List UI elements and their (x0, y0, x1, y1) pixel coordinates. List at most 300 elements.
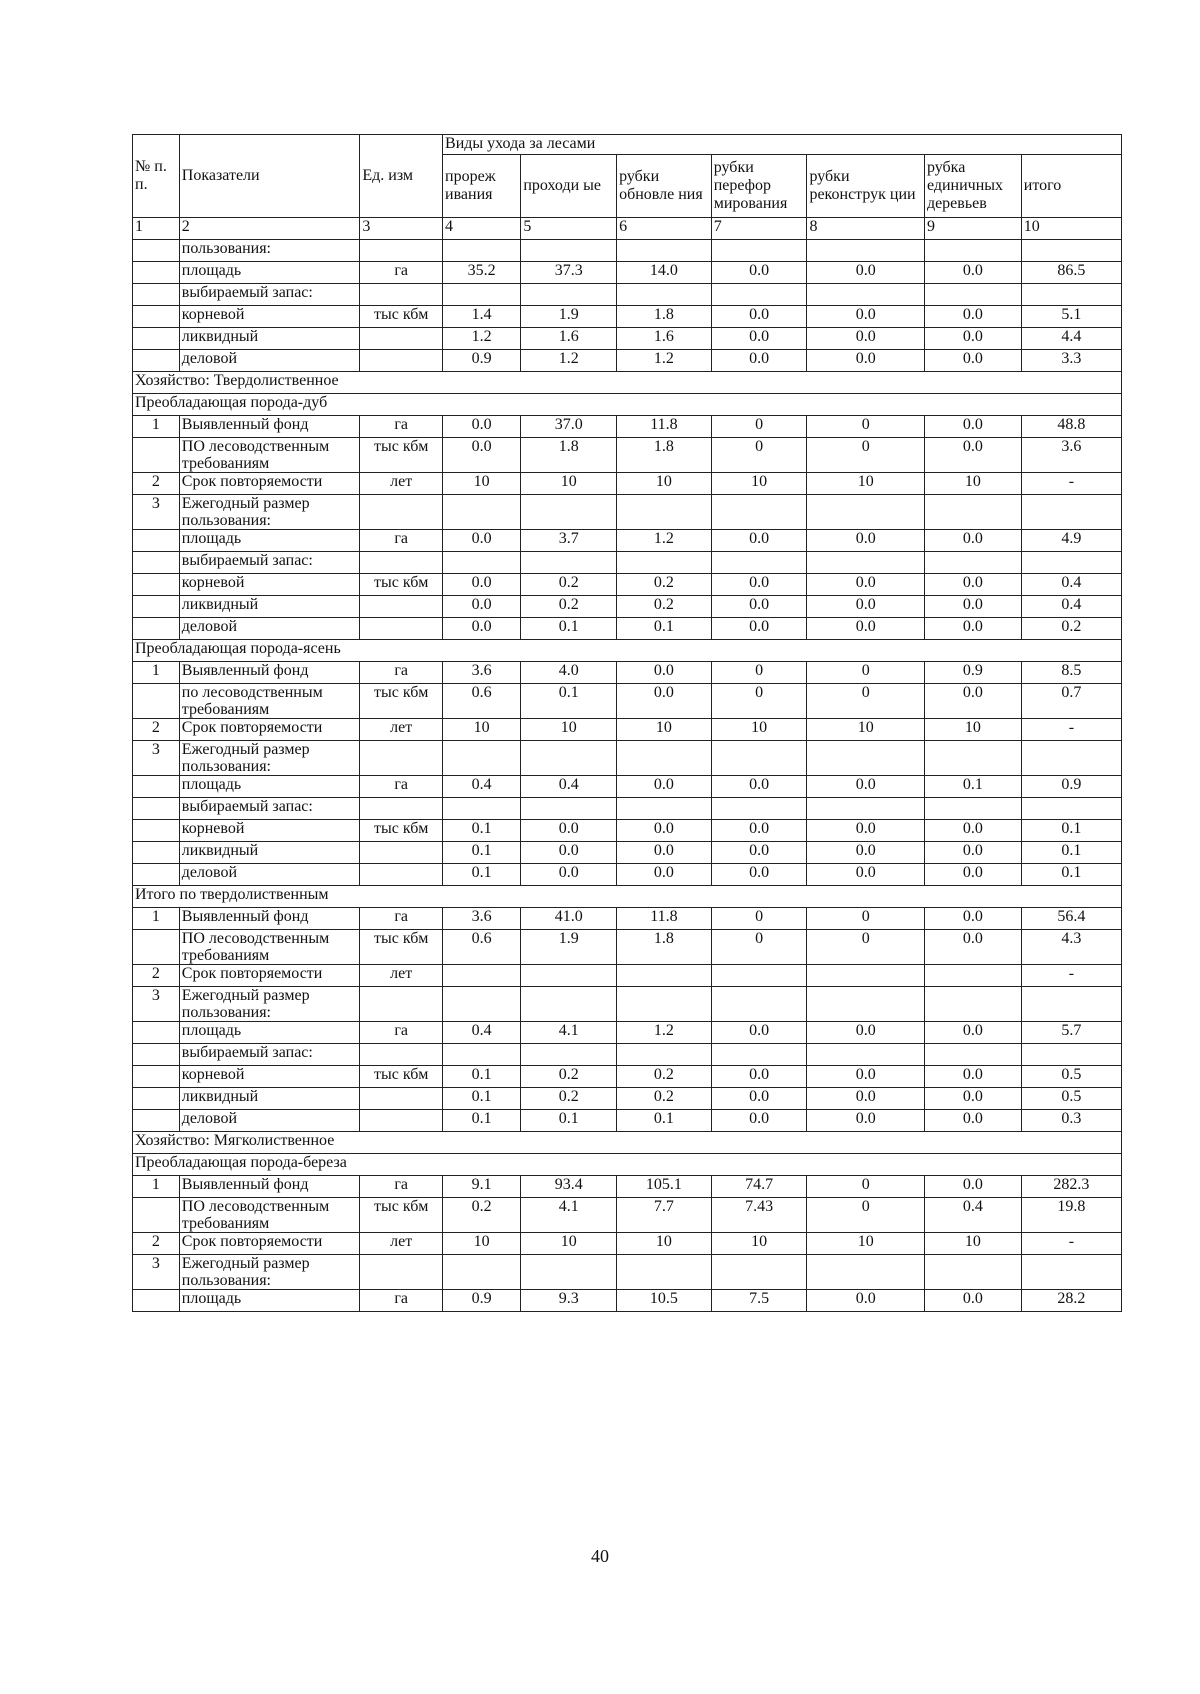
value-cell (443, 741, 521, 776)
row-number: 3 (133, 741, 180, 776)
value-cell: 0.2 (617, 1066, 712, 1088)
value-cell: 0.2 (521, 1066, 617, 1088)
value-cell: 0.2 (1021, 618, 1121, 640)
table-row (133, 1088, 1122, 1110)
row-number (133, 530, 180, 552)
value-cell: - (1021, 1233, 1121, 1255)
table-row (133, 864, 1122, 886)
value-cell: 0.1 (521, 618, 617, 640)
section-row (133, 1154, 1122, 1176)
row-number (133, 1066, 180, 1088)
value-cell: 0.4 (443, 1022, 521, 1044)
table-row (133, 240, 1122, 262)
value-cell: 0.2 (617, 596, 712, 618)
value-cell (807, 798, 924, 820)
value-cell (1021, 1255, 1121, 1290)
row-number: 2 (133, 965, 180, 987)
value-cell (617, 798, 712, 820)
value-cell: 0.0 (924, 1176, 1021, 1198)
row-label: пользования: (179, 240, 360, 262)
table-row (133, 1233, 1122, 1255)
table-row (133, 741, 1122, 776)
page-number: 40 (591, 1546, 609, 1566)
row-label: корневой (179, 306, 360, 328)
value-cell (1021, 987, 1121, 1022)
value-cell (807, 240, 924, 262)
row-unit (360, 596, 443, 618)
column-number: 10 (1021, 218, 1121, 240)
row-label: выбираемый запас: (179, 1044, 360, 1066)
value-cell: 0.0 (807, 1088, 924, 1110)
table-row (133, 1066, 1122, 1088)
value-cell (807, 987, 924, 1022)
row-label: выбираемый запас: (179, 284, 360, 306)
value-cell: 0.0 (711, 574, 807, 596)
value-cell: 0.0 (617, 684, 712, 719)
value-cell: 7.7 (617, 1198, 712, 1233)
row-label: Срок повторяемости (179, 965, 360, 987)
value-cell: 0.1 (443, 842, 521, 864)
value-cell: 0 (807, 930, 924, 965)
value-cell: 3.6 (443, 908, 521, 930)
table-row (133, 930, 1122, 965)
header-indicator: Показатели (179, 135, 360, 218)
row-number (133, 684, 180, 719)
row-unit: тыс кбм (360, 1066, 443, 1088)
value-cell: 0.4 (1021, 596, 1121, 618)
row-unit: тыс кбм (360, 930, 443, 965)
value-cell (711, 495, 807, 530)
value-cell (521, 240, 617, 262)
row-label: ликвидный (179, 1088, 360, 1110)
header-col: рубки перефор мирования (711, 155, 807, 218)
table-row (133, 306, 1122, 328)
value-cell: 1.2 (443, 328, 521, 350)
value-cell: 1.8 (617, 930, 712, 965)
row-unit (360, 1110, 443, 1132)
value-cell (521, 552, 617, 574)
value-cell: 35.2 (443, 262, 521, 284)
value-cell (443, 1255, 521, 1290)
row-number (133, 1198, 180, 1233)
row-number (133, 1022, 180, 1044)
value-cell: 37.3 (521, 262, 617, 284)
value-cell: - (1021, 965, 1121, 987)
section-title: Преобладающая порода-береза (133, 1154, 1122, 1176)
value-cell: 0 (711, 662, 807, 684)
value-cell: 0.0 (807, 618, 924, 640)
value-cell (807, 1255, 924, 1290)
row-number (133, 776, 180, 798)
value-cell: 10 (443, 473, 521, 495)
value-cell: 4.1 (521, 1022, 617, 1044)
value-cell: 0.0 (807, 1022, 924, 1044)
row-unit: га (360, 530, 443, 552)
value-cell: 10.5 (617, 1290, 712, 1312)
value-cell: 0.0 (924, 262, 1021, 284)
value-cell: 0.0 (807, 864, 924, 886)
value-cell: 0.0 (924, 820, 1021, 842)
row-number: 1 (133, 416, 180, 438)
section-row (133, 640, 1122, 662)
value-cell: 0.0 (711, 776, 807, 798)
row-unit: тыс кбм (360, 820, 443, 842)
value-cell: 0.0 (924, 1110, 1021, 1132)
value-cell: 0.4 (924, 1198, 1021, 1233)
value-cell (443, 240, 521, 262)
value-cell (521, 495, 617, 530)
header-unit: Ед. изм (360, 135, 443, 218)
value-cell: 0 (807, 438, 924, 473)
column-number: 7 (711, 218, 807, 240)
row-number (133, 328, 180, 350)
value-cell: 1.9 (521, 930, 617, 965)
value-cell: 0.0 (521, 820, 617, 842)
row-number (133, 552, 180, 574)
value-cell: 1.6 (617, 328, 712, 350)
value-cell: 0.0 (807, 776, 924, 798)
value-cell: 0.1 (443, 1088, 521, 1110)
row-label: деловой (179, 1110, 360, 1132)
value-cell: 0.0 (617, 842, 712, 864)
value-cell: 1.2 (521, 350, 617, 372)
row-unit (360, 495, 443, 530)
value-cell: 0 (807, 1176, 924, 1198)
value-cell: 0.0 (711, 1066, 807, 1088)
row-label: по лесоводственным требованиям (179, 684, 360, 719)
row-number (133, 1044, 180, 1066)
value-cell (711, 552, 807, 574)
row-number (133, 350, 180, 372)
value-cell: 0.0 (924, 908, 1021, 930)
value-cell: 0.0 (617, 864, 712, 886)
value-cell: 4.0 (521, 662, 617, 684)
value-cell (807, 552, 924, 574)
value-cell: 0.0 (807, 574, 924, 596)
table-row (133, 965, 1122, 987)
value-cell (711, 741, 807, 776)
value-cell: 0.1 (617, 1110, 712, 1132)
row-unit: га (360, 1290, 443, 1312)
value-cell: - (1021, 719, 1121, 741)
value-cell (617, 495, 712, 530)
value-cell: 19.8 (1021, 1198, 1121, 1233)
value-cell: 10 (521, 473, 617, 495)
value-cell: 0.9 (924, 662, 1021, 684)
table-row (133, 987, 1122, 1022)
value-cell: 0.4 (443, 776, 521, 798)
row-label: деловой (179, 864, 360, 886)
value-cell (521, 798, 617, 820)
value-cell: 10 (617, 473, 712, 495)
value-cell: 0.0 (807, 306, 924, 328)
row-label: Срок повторяемости (179, 719, 360, 741)
value-cell (521, 741, 617, 776)
value-cell: 0.2 (521, 1088, 617, 1110)
value-cell: 10 (807, 473, 924, 495)
value-cell (924, 1044, 1021, 1066)
table-row (133, 618, 1122, 640)
table-row (133, 1176, 1122, 1198)
value-cell: 1.8 (617, 438, 712, 473)
row-label: ПО лесоводственным требованиям (179, 438, 360, 473)
value-cell: 11.8 (617, 908, 712, 930)
value-cell: 0.1 (924, 776, 1021, 798)
table-row (133, 719, 1122, 741)
row-number: 2 (133, 1233, 180, 1255)
value-cell: 48.8 (1021, 416, 1121, 438)
row-unit: тыс кбм (360, 1198, 443, 1233)
value-cell: 10 (924, 719, 1021, 741)
row-label: площадь (179, 776, 360, 798)
value-cell: 14.0 (617, 262, 712, 284)
table-row (133, 596, 1122, 618)
row-unit (360, 741, 443, 776)
value-cell (1021, 495, 1121, 530)
value-cell: - (1021, 473, 1121, 495)
row-number (133, 306, 180, 328)
value-cell (617, 240, 712, 262)
table-row (133, 350, 1122, 372)
row-number: 2 (133, 719, 180, 741)
row-label: Выявленный фонд (179, 908, 360, 930)
value-cell: 56.4 (1021, 908, 1121, 930)
value-cell (617, 284, 712, 306)
column-number: 9 (924, 218, 1021, 240)
row-unit: лет (360, 719, 443, 741)
table-row (133, 662, 1122, 684)
value-cell: 0.0 (924, 530, 1021, 552)
row-unit (360, 1044, 443, 1066)
value-cell: 0.0 (711, 1088, 807, 1110)
table-row (133, 684, 1122, 719)
value-cell: 10 (924, 473, 1021, 495)
value-cell: 0 (711, 416, 807, 438)
row-label: площадь (179, 262, 360, 284)
value-cell: 0.2 (521, 596, 617, 618)
row-number (133, 240, 180, 262)
row-label: выбираемый запас: (179, 552, 360, 574)
value-cell: 0.0 (711, 596, 807, 618)
value-cell: 0.0 (924, 1088, 1021, 1110)
header-group: Виды ухода за лесами (443, 135, 1122, 155)
value-cell (1021, 798, 1121, 820)
value-cell: 0.0 (711, 1110, 807, 1132)
column-number: 5 (521, 218, 617, 240)
value-cell: 0.0 (807, 350, 924, 372)
row-label: Ежегодный размер пользования: (179, 987, 360, 1022)
value-cell: 10 (617, 719, 712, 741)
row-number (133, 1290, 180, 1312)
value-cell: 0 (711, 930, 807, 965)
row-unit (360, 798, 443, 820)
value-cell: 37.0 (521, 416, 617, 438)
value-cell: 0.4 (521, 776, 617, 798)
value-cell: 10 (711, 1233, 807, 1255)
table-row (133, 776, 1122, 798)
value-cell: 0.0 (443, 416, 521, 438)
row-label: Срок повторяемости (179, 1233, 360, 1255)
table-row (133, 820, 1122, 842)
value-cell (617, 965, 712, 987)
value-cell (924, 741, 1021, 776)
value-cell (924, 1255, 1021, 1290)
value-cell (617, 987, 712, 1022)
value-cell: 0.0 (521, 864, 617, 886)
table-row (133, 495, 1122, 530)
value-cell (924, 798, 1021, 820)
value-cell: 0 (807, 1198, 924, 1233)
value-cell: 0.5 (1021, 1066, 1121, 1088)
value-cell: 4.4 (1021, 328, 1121, 350)
value-cell (1021, 284, 1121, 306)
table-row (133, 416, 1122, 438)
value-cell: 0.0 (924, 842, 1021, 864)
header-col: прореж ивания (443, 155, 521, 218)
row-label: Ежегодный размер пользования: (179, 1255, 360, 1290)
section-row (133, 372, 1122, 394)
value-cell: 10 (807, 719, 924, 741)
value-cell (924, 284, 1021, 306)
value-cell: 0.2 (617, 574, 712, 596)
value-cell: 10 (521, 1233, 617, 1255)
row-unit (360, 350, 443, 372)
row-label: ПО лесоводственным требованиям (179, 1198, 360, 1233)
row-number: 3 (133, 1255, 180, 1290)
row-unit: тыс кбм (360, 306, 443, 328)
value-cell: 10 (443, 719, 521, 741)
value-cell (807, 495, 924, 530)
value-cell: 7.43 (711, 1198, 807, 1233)
value-cell (443, 552, 521, 574)
row-number (133, 262, 180, 284)
row-label: корневой (179, 1066, 360, 1088)
value-cell (711, 987, 807, 1022)
value-cell: 0.1 (1021, 864, 1121, 886)
value-cell: 0.0 (924, 350, 1021, 372)
table-row (133, 1255, 1122, 1290)
value-cell: 41.0 (521, 908, 617, 930)
value-cell (617, 552, 712, 574)
value-cell: 4.3 (1021, 930, 1121, 965)
row-unit (360, 552, 443, 574)
value-cell: 0.2 (617, 1088, 712, 1110)
value-cell (711, 1255, 807, 1290)
header-col: рубки обновле ния (617, 155, 712, 218)
value-cell: 7.5 (711, 1290, 807, 1312)
row-unit (360, 240, 443, 262)
value-cell: 0 (711, 908, 807, 930)
value-cell: 0.0 (807, 1290, 924, 1312)
value-cell (924, 495, 1021, 530)
table-row (133, 908, 1122, 930)
row-label: Ежегодный размер пользования: (179, 741, 360, 776)
value-cell: 0.1 (443, 1110, 521, 1132)
value-cell: 4.9 (1021, 530, 1121, 552)
value-cell (807, 1044, 924, 1066)
table-row (133, 1290, 1122, 1312)
value-cell (521, 1255, 617, 1290)
header-col: рубка единичных деревьев (924, 155, 1021, 218)
value-cell: 0.0 (924, 1066, 1021, 1088)
value-cell (521, 965, 617, 987)
value-cell (443, 798, 521, 820)
value-cell (443, 987, 521, 1022)
row-number (133, 574, 180, 596)
value-cell: 0 (807, 416, 924, 438)
value-cell: 3.6 (1021, 438, 1121, 473)
row-number: 2 (133, 473, 180, 495)
value-cell: 0.0 (711, 350, 807, 372)
value-cell (807, 965, 924, 987)
value-cell: 0.6 (443, 930, 521, 965)
value-cell: 0.3 (1021, 1110, 1121, 1132)
value-cell: 11.8 (617, 416, 712, 438)
value-cell (521, 1044, 617, 1066)
value-cell: 0.2 (521, 574, 617, 596)
column-number: 8 (807, 218, 924, 240)
value-cell: 0.0 (711, 618, 807, 640)
row-number: 1 (133, 908, 180, 930)
header-col: итого (1021, 155, 1121, 218)
row-number: 1 (133, 1176, 180, 1198)
table-row (133, 1110, 1122, 1132)
value-cell: 1.8 (521, 438, 617, 473)
row-label: площадь (179, 530, 360, 552)
value-cell: 0.0 (617, 820, 712, 842)
value-cell: 0.0 (711, 530, 807, 552)
value-cell: 0.2 (443, 1198, 521, 1233)
row-label: Выявленный фонд (179, 416, 360, 438)
value-cell: 0.0 (807, 820, 924, 842)
section-title: Итого по твердолиственным (133, 886, 1122, 908)
value-cell: 0.0 (924, 1022, 1021, 1044)
value-cell (1021, 552, 1121, 574)
value-cell: 0.1 (1021, 820, 1121, 842)
value-cell (1021, 741, 1121, 776)
value-cell: 0.0 (711, 842, 807, 864)
row-unit: га (360, 262, 443, 284)
value-cell (711, 1044, 807, 1066)
value-cell: 105.1 (617, 1176, 712, 1198)
value-cell: 1.4 (443, 306, 521, 328)
value-cell: 5.7 (1021, 1022, 1121, 1044)
row-label: ликвидный (179, 328, 360, 350)
row-label: Ежегодный размер пользования: (179, 495, 360, 530)
value-cell: 3.3 (1021, 350, 1121, 372)
row-unit: га (360, 908, 443, 930)
value-cell: 28.2 (1021, 1290, 1121, 1312)
value-cell (711, 284, 807, 306)
value-cell: 0.0 (711, 1022, 807, 1044)
column-number: 4 (443, 218, 521, 240)
value-cell: 0.0 (924, 618, 1021, 640)
value-cell: 0.0 (807, 262, 924, 284)
row-unit: га (360, 662, 443, 684)
row-number (133, 284, 180, 306)
value-cell (1021, 1044, 1121, 1066)
row-unit: тыс кбм (360, 438, 443, 473)
value-cell: 0.0 (924, 306, 1021, 328)
table-row (133, 842, 1122, 864)
value-cell: 0.0 (807, 596, 924, 618)
section-row (133, 394, 1122, 416)
value-cell: 0.0 (924, 574, 1021, 596)
row-label: деловой (179, 350, 360, 372)
row-unit (360, 1255, 443, 1290)
value-cell (924, 240, 1021, 262)
value-cell: 0.1 (617, 618, 712, 640)
